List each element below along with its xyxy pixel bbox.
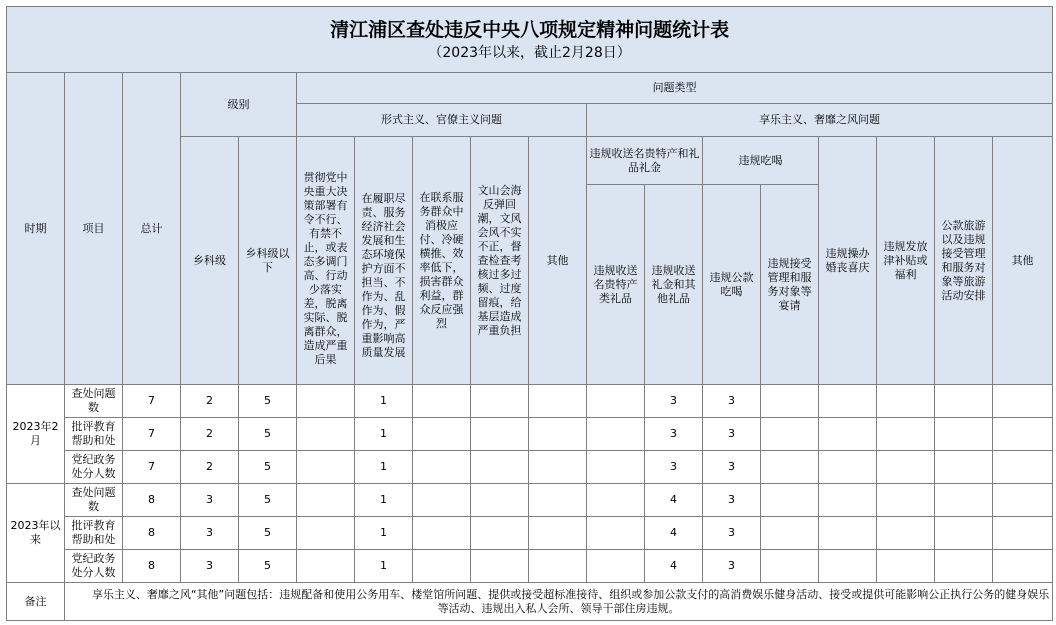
- gift-col-specialty: 违规收送名贵特产类礼品: [587, 185, 645, 385]
- level-header: 级别: [181, 73, 297, 137]
- table-row: [7, 385, 1053, 418]
- cell-eat-b: [761, 484, 819, 517]
- row-below: 5: [239, 550, 297, 583]
- cell-h3: [819, 451, 877, 484]
- cell-gift-b: 3: [645, 418, 703, 451]
- cell-f4: [471, 385, 529, 418]
- row-below: 5: [239, 418, 297, 451]
- item-header: 项目: [65, 73, 123, 385]
- cell-h6: [993, 451, 1053, 484]
- row-total: 7: [123, 385, 181, 418]
- cell-f1: [297, 418, 355, 451]
- row-below: 5: [239, 484, 297, 517]
- level-below-header: 乡科级以下: [239, 137, 297, 385]
- cell-h4: [877, 484, 935, 517]
- table-subtitle: （2023年以来，截止2月28日）: [428, 44, 631, 61]
- row-below: 5: [239, 451, 297, 484]
- cell-f4: [471, 517, 529, 550]
- cell-f3: [413, 517, 471, 550]
- cell-h4: [877, 517, 935, 550]
- period-header: 时期: [7, 73, 65, 385]
- cell-f3: [413, 550, 471, 583]
- formalism-col-2: 在履职尽责、服务经济社会发展和生态环境保护方面不担当、不作为、乱作为、假作为，严重影响高质量发展: [355, 137, 413, 385]
- row-total: 7: [123, 418, 181, 451]
- hedonism-header: 享乐主义、奢靡之风问题: [587, 104, 1053, 137]
- row-town: 2: [181, 451, 239, 484]
- formalism-col-3: 在联系服务群众中消极应付、冷硬横推、效率低下，损害群众利益，群众反应强烈: [413, 137, 471, 385]
- cell-f5: [529, 484, 587, 517]
- cell-gift-b: 4: [645, 484, 703, 517]
- cell-eat-a: 3: [703, 484, 761, 517]
- eat-col-public: 违规公款吃喝: [703, 185, 761, 385]
- cell-eat-b: [761, 385, 819, 418]
- cell-h3: [819, 418, 877, 451]
- cell-f4: [471, 550, 529, 583]
- cell-f2: 1: [355, 550, 413, 583]
- cell-f1: [297, 484, 355, 517]
- cell-gift-a: [587, 385, 645, 418]
- cell-gift-a: [587, 418, 645, 451]
- hedonism-col-wedding: 违规操办婚丧喜庆: [819, 137, 877, 385]
- cell-gift-a: [587, 451, 645, 484]
- cell-h5: [935, 385, 993, 418]
- cell-f3: [413, 484, 471, 517]
- cell-h3: [819, 517, 877, 550]
- cell-h4: [877, 550, 935, 583]
- cell-gift-a: [587, 517, 645, 550]
- cell-f2: 1: [355, 385, 413, 418]
- eat-col-banquet: 违规接受管理和服务对象等宴请: [761, 185, 819, 385]
- formalism-col-other: 其他: [529, 137, 587, 385]
- cell-gift-a: [587, 550, 645, 583]
- cell-f5: [529, 517, 587, 550]
- cell-f3: [413, 385, 471, 418]
- cell-f3: [413, 418, 471, 451]
- cell-f1: [297, 517, 355, 550]
- cell-h6: [993, 385, 1053, 418]
- cell-eat-b: [761, 517, 819, 550]
- table-row: [7, 418, 1053, 451]
- row-total: 8: [123, 484, 181, 517]
- formalism-header: 形式主义、官僚主义问题: [297, 104, 587, 137]
- level-town-header: 乡科级: [181, 137, 239, 385]
- cell-f5: [529, 451, 587, 484]
- row-town: 3: [181, 517, 239, 550]
- cell-h5: [935, 418, 993, 451]
- cell-f5: [529, 550, 587, 583]
- cell-gift-b: 4: [645, 550, 703, 583]
- cell-h6: [993, 550, 1053, 583]
- table-row: [7, 451, 1053, 484]
- row-town: 2: [181, 418, 239, 451]
- statistics-table: [6, 6, 1053, 621]
- row-total: 8: [123, 550, 181, 583]
- cell-f4: [471, 418, 529, 451]
- gift-group-header: 违规收送名贵特产和礼品礼金: [587, 137, 703, 185]
- cell-h3: [819, 550, 877, 583]
- cell-h6: [993, 484, 1053, 517]
- row-town: 2: [181, 385, 239, 418]
- table-row: [7, 550, 1053, 583]
- statistics-sheet: [6, 6, 1052, 620]
- hedonism-col-other: 其他: [993, 137, 1053, 385]
- note-label: 备注: [7, 583, 65, 621]
- row-item: 批评教育帮助和处: [65, 418, 123, 451]
- cell-h6: [993, 517, 1053, 550]
- period-label: 2023年以来: [7, 484, 65, 583]
- cell-gift-b: 3: [645, 451, 703, 484]
- cell-f1: [297, 385, 355, 418]
- cell-f1: [297, 451, 355, 484]
- cell-eat-a: 3: [703, 418, 761, 451]
- row-item: 批评教育帮助和处: [65, 517, 123, 550]
- row-item: 查处问题数: [65, 385, 123, 418]
- formalism-col-1: 贯彻党中央重大决策部署有令不行、有禁不止，或表态多调门高、行动少落实差，脱离实际、脱离群众，造成严重后果: [297, 137, 355, 385]
- cell-gift-b: 4: [645, 517, 703, 550]
- cell-h3: [819, 385, 877, 418]
- hedonism-col-subsidy: 违规发放津补贴或福利: [877, 137, 935, 385]
- cell-eat-b: [761, 451, 819, 484]
- cell-f3: [413, 451, 471, 484]
- table-title: 清江浦区查处违反中央八项规定精神问题统计表: [330, 18, 730, 41]
- title-cell: [7, 7, 1053, 73]
- cell-h5: [935, 451, 993, 484]
- row-town: 3: [181, 484, 239, 517]
- cell-f5: [529, 385, 587, 418]
- cell-f5: [529, 418, 587, 451]
- row-total: 8: [123, 517, 181, 550]
- cell-h4: [877, 451, 935, 484]
- table-row: [7, 484, 1053, 517]
- cell-f1: [297, 550, 355, 583]
- cell-h6: [993, 418, 1053, 451]
- gift-col-cash: 违规收送礼金和其他礼品: [645, 185, 703, 385]
- cell-h5: [935, 550, 993, 583]
- eat-group-header: 违规吃喝: [703, 137, 819, 185]
- cell-eat-b: [761, 418, 819, 451]
- row-below: 5: [239, 385, 297, 418]
- row-item: 党纪政务处分人数: [65, 451, 123, 484]
- row-town: 3: [181, 550, 239, 583]
- cell-h3: [819, 484, 877, 517]
- cell-eat-a: 3: [703, 451, 761, 484]
- cell-f2: 1: [355, 484, 413, 517]
- table-row: [7, 517, 1053, 550]
- cell-eat-b: [761, 550, 819, 583]
- formalism-col-4: 文山会海反弹回潮，文风会风不实不正，督查检查考核过多过频、过度留痕，给基层造成严重负担: [471, 137, 529, 385]
- cell-gift-b: 3: [645, 385, 703, 418]
- row-item: 查处问题数: [65, 484, 123, 517]
- row-item: 党纪政务处分人数: [65, 550, 123, 583]
- cell-h4: [877, 418, 935, 451]
- cell-h5: [935, 484, 993, 517]
- cell-f2: 1: [355, 451, 413, 484]
- cell-eat-a: 3: [703, 385, 761, 418]
- cell-gift-a: [587, 484, 645, 517]
- note-row: [7, 583, 1053, 621]
- cell-f2: 1: [355, 517, 413, 550]
- cell-f4: [471, 451, 529, 484]
- cell-h4: [877, 385, 935, 418]
- period-label: 2023年2月: [7, 385, 65, 484]
- total-header: 总计: [123, 73, 181, 385]
- problem-type-header: 问题类型: [297, 73, 1053, 104]
- cell-eat-a: 3: [703, 550, 761, 583]
- hedonism-col-travel: 公款旅游以及违规接受管理和服务对象等旅游活动安排: [935, 137, 993, 385]
- cell-h5: [935, 517, 993, 550]
- cell-f2: 1: [355, 418, 413, 451]
- cell-f4: [471, 484, 529, 517]
- row-below: 5: [239, 517, 297, 550]
- note-text: 享乐主义、奢靡之风“其他”问题包括：违规配备和使用公务用车、楼堂馆所问题、提供或接受超标准接待、组织或参加公款支付的高消费娱乐健身活动、接受或提供可能影响公正执行公务的健身娱乐等活动、违规出入私人会所、领导干部住房违规。: [65, 583, 1053, 621]
- row-total: 7: [123, 451, 181, 484]
- cell-eat-a: 3: [703, 517, 761, 550]
